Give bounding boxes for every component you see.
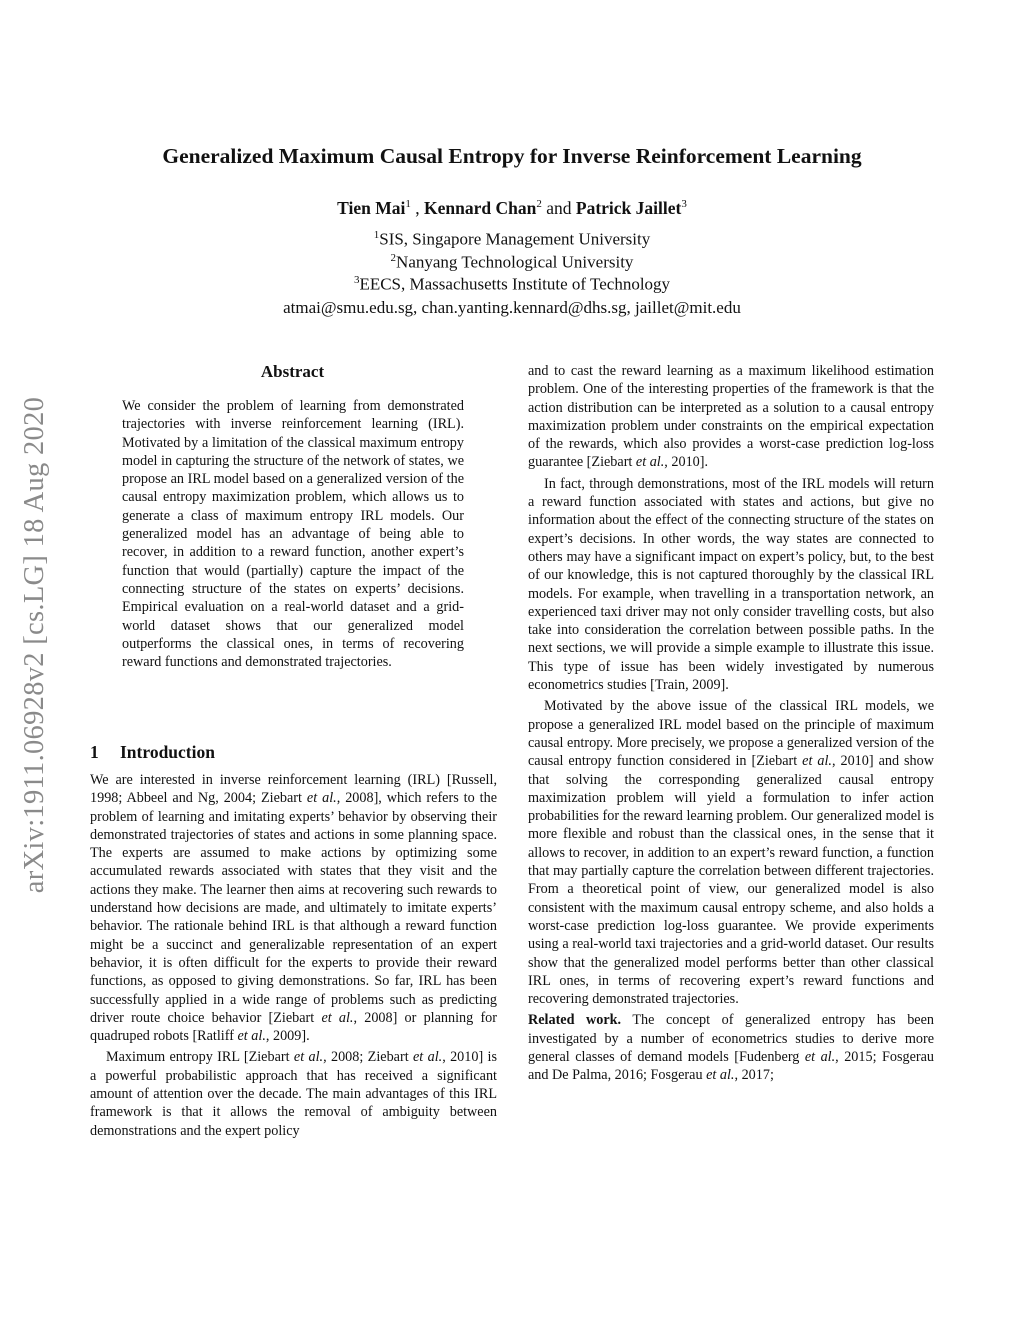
text-run: , 2010].: [664, 454, 709, 471]
arxiv-identifier-text: arXiv:1911.06928v2 [cs.LG] 18 Aug 2020: [19, 396, 50, 894]
affiliation-marker: 1: [405, 198, 411, 211]
text-run: Motivated by the above issue of the classical IRL models, we propose a generalized IRL model based on the principle of maximum causal entropy. More precisely, we propose a generalized version of the causal entropy function considered in [Ziebart: [528, 698, 934, 770]
section-title: Introduction: [120, 742, 215, 762]
text-run: , 2008; Ziebart: [323, 1049, 413, 1066]
text-run: , 2008], which refers to the problem of learning and imitating experts’ behavior by observing their demonstrated trajectories of states and actions in some planning space. The experts are assumed to make actions by optimizing some accumulated rewards associated with states that they visit and the actions they make. The learner then aims at recovering such rewards to understand how decisions are made, and ultimately to imitate experts’ behavior. The rationale behind IRL is that although a reward function might be a succinct and generalizable representation of an expert behavior, it is often difficult for the experts to provide their reward functions, as opposed to giving demonstrations. So far, IRL has been successfully applied in a wide range of problems such as predicting driver route choice behavior [Ziebart: [90, 790, 497, 1026]
affiliation-number: 3: [353, 274, 360, 286]
affiliation: [0, 252, 1024, 273]
section-heading: [90, 742, 215, 763]
affiliation-number: 1: [373, 229, 380, 241]
affiliation-number: 2: [390, 252, 397, 264]
text-run: , 2017;: [734, 1067, 774, 1084]
paragraph: [90, 1048, 497, 1139]
left-column-body: [90, 771, 497, 1140]
italic-run: et al.: [635, 454, 665, 471]
text-run: , 2010] is a powerful probabilistic approach that has received a significant amount of attention over the decade. The main advantages of this IRL framework is that it allows the removal of ambiguity between demonstrations and the expert policy: [90, 1049, 498, 1139]
italic-run: et al.: [293, 1049, 324, 1066]
paper-title: Generalized Maximum Causal Entropy for Inverse Reinforcement Learning: [162, 144, 862, 168]
italic-run: et al.: [237, 1028, 266, 1045]
affiliation: [0, 274, 1024, 295]
text-run: and to cast the reward learning as a maximum likelihood estimation problem. One of the interesting properties of the framework is that the action distribution can be interpreted as a solution to a causal entropy maximization problem under constraints on the empirical expectation of the rewards, which also provides a worst-case prediction log-loss guarantee [Ziebart: [528, 363, 934, 471]
affiliation-marker: 2: [536, 198, 542, 211]
author-emails: atmai@smu.edu.sg, chan.yanting.kennard@dhs.sg, jaillet@mit.edu: [283, 298, 741, 317]
paragraph: In fact, through demonstrations, most of the IRL models will return a reward function associated with states and actions, but give no information about the effect of the connecting structure of the states on expert’s decisions. In other words, the way states are connected to others may have a significant impact on expert’s policy, but, to the best of our knowledge, this is not captured thoroughly by the classical IRL models. For example, when travelling in a transportation network, an experienced taxi driver may not only consider travelling costs, but also take into consideration the correlation between possible paths. In the next sections, we will provide a simple example to illustrate this issue. This type of issue has been widely investigated by numerous econometrics studies [Train, 2009].: [528, 475, 934, 694]
affiliation-name: Nanyang Technological University: [396, 252, 634, 272]
abstract-body: [122, 397, 464, 671]
abstract-heading: Abstract: [260, 362, 325, 381]
author-name: Tien Mai: [337, 198, 406, 218]
italic-run: et al.: [804, 1048, 836, 1065]
italic-run: et al.: [306, 790, 337, 807]
paragraph: [528, 697, 934, 1008]
text-run: , 2008] or planning for quadruped robots [Ratliff: [90, 1009, 497, 1045]
affiliation: [0, 229, 1024, 250]
paragraph: [528, 1011, 934, 1084]
text-run: , 2010] and show that solving the corresponding generalized causal entropy maximization problem will yield a formulation to infer action probabilities for the reward learning problem. Our generalized model is more flexible and robust than the classical ones, in the sense that it allows to recover, in addition to an expert’s reward function, a function that may partially capture the correlation between different trajectories. From a theoretical point of view, our generalized model is also consistent with the maximum causal entropy scheme, and also holds a worst-case prediction log-loss guarantee. We provide experiments using a real-world taxi trajectories and a grid-world dataset. Our results show that the generalized model performs better than other classical IRL ones, in terms of recovering expert’s reward functions and recovering demonstrated trajectories.: [528, 753, 934, 1008]
abstract-paragraph: We consider the problem of learning from demonstrated trajectories with inverse reinforcement learning (IRL). Motivated by a limitation of the classical maximum entropy model in capturing the structure of the network of states, we propose an IRL model based on a generalized version of the causal entropy maximization problem, which allows us to generate a class of maximum entropy IRL models. Our generalized model has an advantage of being able to recover, in addition to a reward function, another expert’s function that would (partially) capture the impact of the connecting structure of the states on experts’ decisions. Empirical evaluation on a real-world dataset and a grid-world dataset shows that our generalized model outperforms the classical ones, in terms of recovering reward functions and demonstrated trajectories.: [122, 398, 464, 671]
run-in-heading: Related work.: [528, 1012, 622, 1029]
text-run: , 2009].: [265, 1028, 310, 1045]
author-line: [0, 198, 1024, 219]
text-run: , 2015; Fosgerau and De Palma, 2016; Fosgerau: [528, 1048, 934, 1084]
italic-run: et al.: [706, 1067, 735, 1084]
affiliation-name: SIS, Singapore Management University: [379, 229, 651, 249]
affiliation-name: EECS, Massachusetts Institute of Technology: [359, 274, 671, 294]
author-separator: and: [541, 198, 576, 218]
italic-run: et al.: [413, 1049, 443, 1066]
paragraph: [90, 771, 497, 1045]
right-column-body: [528, 362, 934, 1085]
paragraph: [528, 362, 934, 472]
author-name: Patrick Jaillet: [575, 198, 682, 218]
affiliation-marker: 3: [681, 198, 687, 211]
text-run: Maximum entropy IRL [Ziebart: [106, 1049, 294, 1066]
italic-run: et al.: [321, 1009, 354, 1026]
italic-run: et al.: [802, 753, 832, 770]
arxiv-identifier: [0, 340, 70, 950]
section-number: 1: [90, 742, 99, 762]
text-run: The concept of generalized entropy has been investigated by a number of econometrics studies to derive more general classes of demand models [Fudenberg: [528, 1012, 934, 1065]
author-separator: ,: [410, 198, 425, 218]
author-name: Kennard Chan: [424, 198, 537, 218]
text-run: We are interested in inverse reinforcement learning (IRL) [Russell, 1998; Abbeel and Ng, 2004; Ziebart: [90, 772, 497, 807]
